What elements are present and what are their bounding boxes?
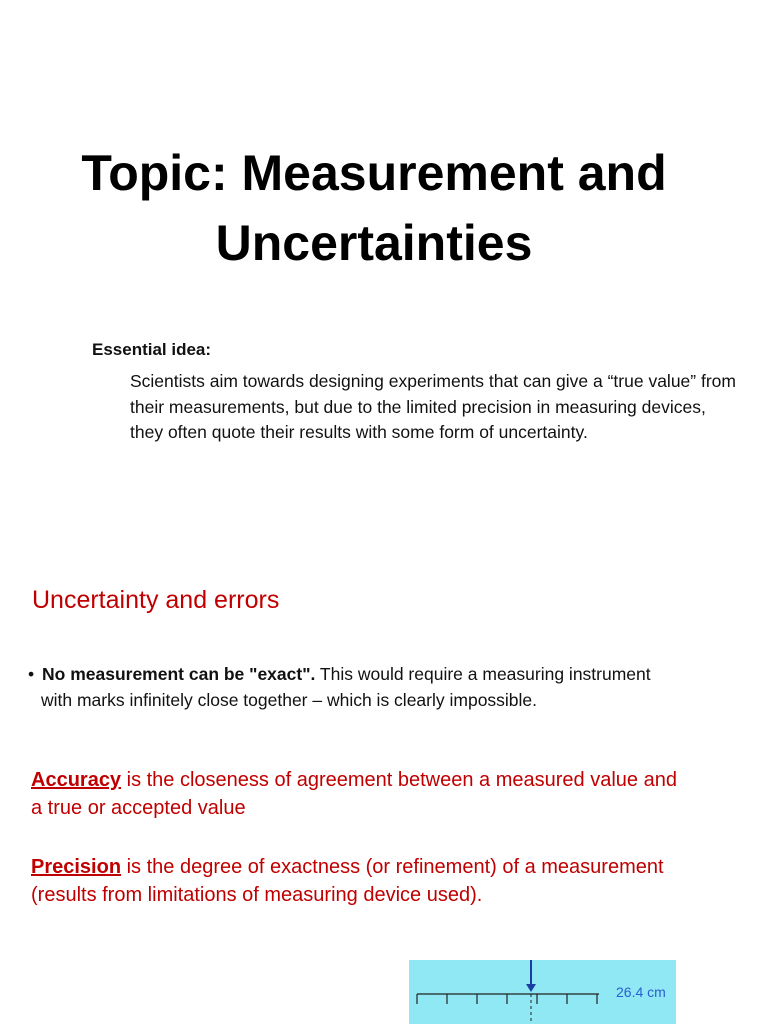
accuracy-text: is the closeness of agreement between a measured value and a true or accepted value bbox=[31, 769, 677, 819]
precision-term: Precision bbox=[31, 856, 122, 878]
ruler-reading: 26.4 cm bbox=[616, 984, 666, 1000]
title-line-1: Topic: Measurement and bbox=[81, 145, 667, 201]
accuracy-term: Accuracy bbox=[31, 769, 122, 791]
ruler-figure bbox=[409, 960, 676, 1024]
precision-text: is the degree of exactness (or refinement) of a measurement (results from limitations of measuring device used). bbox=[31, 856, 664, 906]
precision-definition bbox=[31, 853, 681, 909]
essential-idea-text: Scientists aim towards designing experiments that can give a “true value” from their measurements, but due to the limited precision in measuring devices, they often quote their results with some form of uncertainty. bbox=[130, 371, 736, 442]
bullet-item bbox=[28, 661, 728, 713]
bullet-text: This would require a measuring instrument bbox=[315, 664, 651, 684]
essential-idea-label: Essential idea: bbox=[92, 340, 212, 359]
bullet-line-1 bbox=[28, 661, 728, 687]
bullet-marker: • bbox=[28, 664, 35, 684]
page-title bbox=[0, 138, 748, 278]
title-line-2: Uncertainties bbox=[215, 215, 533, 271]
section-heading: Uncertainty and errors bbox=[32, 586, 280, 614]
accuracy-definition bbox=[31, 766, 681, 822]
bullet-bold-text: No measurement can be "exact". bbox=[42, 664, 316, 684]
bullet-line-2: with marks infinitely close together – which is clearly impossible. bbox=[41, 690, 538, 710]
pointer-arrow-head bbox=[526, 984, 536, 992]
